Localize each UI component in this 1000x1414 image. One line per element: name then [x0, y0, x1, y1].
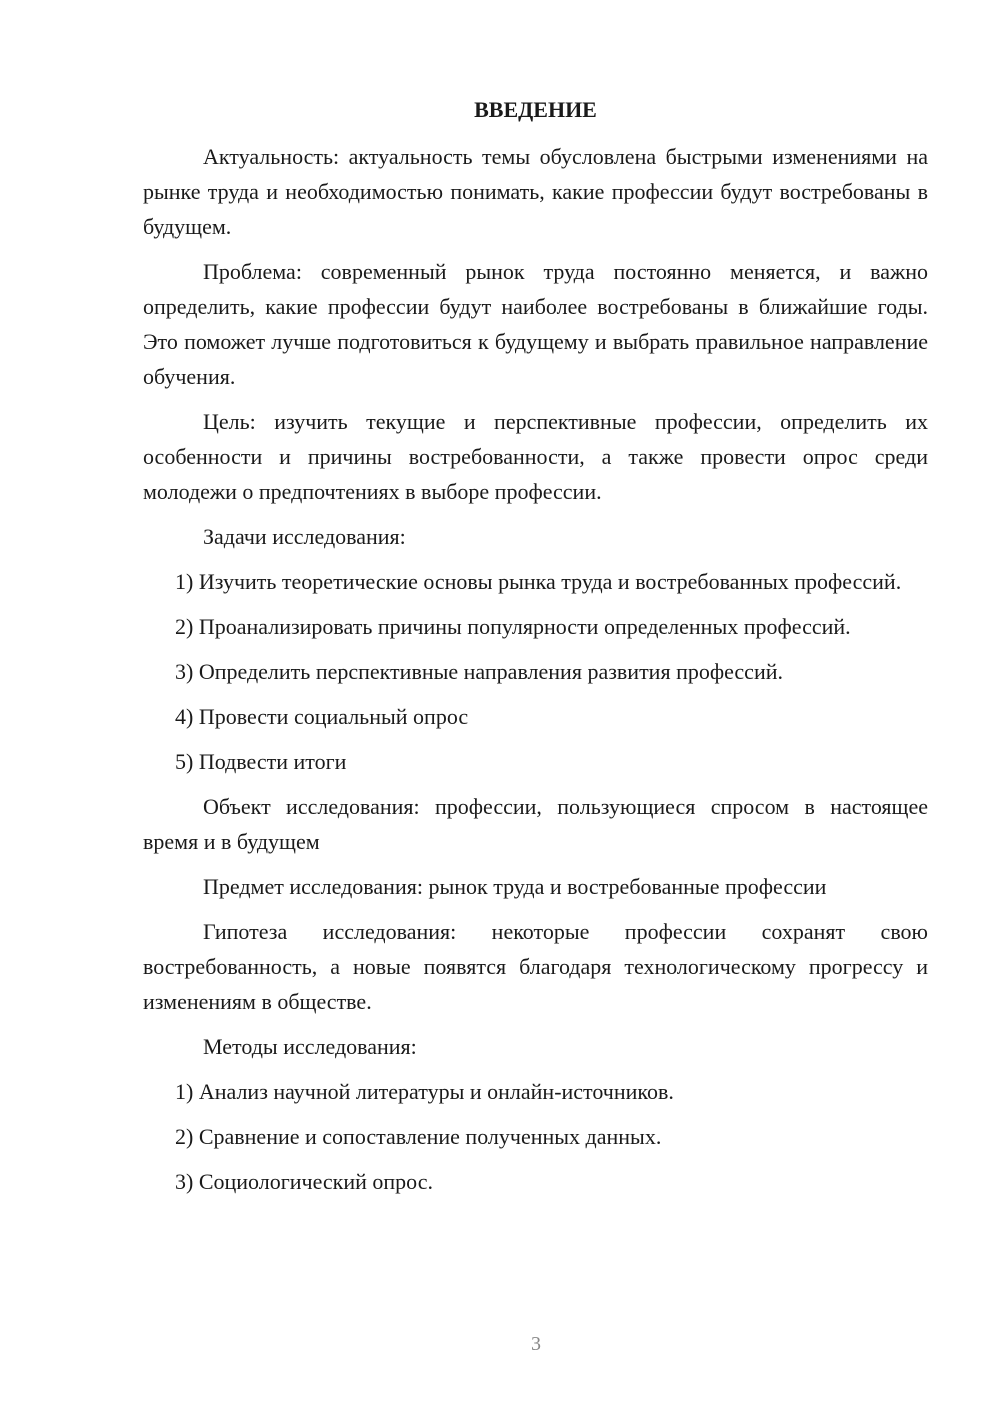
goal-paragraph: Цель: изучить текущие и перспективные профессии, определить их особенности и причины востребованности, а также провести опрос среди молодежи о предпочтениях в выборе профессии.: [143, 409, 928, 504]
page-content: [143, 95, 928, 1209]
method-item-2: 2) Сравнение и сопоставление полученных данных.: [175, 1124, 662, 1149]
subject-paragraph: Предмет исследования: рынок труда и востребованные профессии: [203, 874, 827, 899]
method-item-3: 3) Социологический опрос.: [175, 1169, 433, 1194]
method-item-1: 1) Анализ научной литературы и онлайн-источников.: [175, 1079, 674, 1104]
task-item-2: 2) Проанализировать причины популярности определенных профессий.: [175, 614, 851, 639]
task-item-1: 1) Изучить теоретические основы рынка труда и востребованных профессий.: [175, 569, 902, 594]
page-title: ВВЕДЕНИЕ: [474, 97, 597, 122]
object-paragraph: Объект исследования: профессии, пользующиеся спросом в настоящее время и в будущем: [143, 794, 928, 854]
relevance-paragraph: Актуальность: актуальность темы обусловлена быстрыми изменениями на рынке труда и необходимостью понимать, какие профессии будут востребованы в будущем.: [143, 144, 928, 239]
task-item-5: 5) Подвести итоги: [175, 749, 347, 774]
methods-title: Методы исследования:: [203, 1034, 417, 1059]
tasks-title: Задачи исследования:: [203, 524, 406, 549]
problem-paragraph: Проблема: современный рынок труда постоянно меняется, и важно определить, какие профессии будут наиболее востребованы в ближайшие годы. Это поможет лучше подготовиться к будущему и выбрать правильное направление обучения.: [143, 259, 928, 389]
task-item-3: 3) Определить перспективные направления развития профессий.: [175, 659, 783, 684]
page-number: 3: [531, 1333, 541, 1355]
hypothesis-paragraph: Гипотеза исследования: некоторые профессии сохранят свою востребованность, а новые появятся благодаря технологическому прогрессу и изменениям в обществе.: [143, 919, 928, 1014]
task-item-4: 4) Провести социальный опрос: [175, 704, 469, 729]
